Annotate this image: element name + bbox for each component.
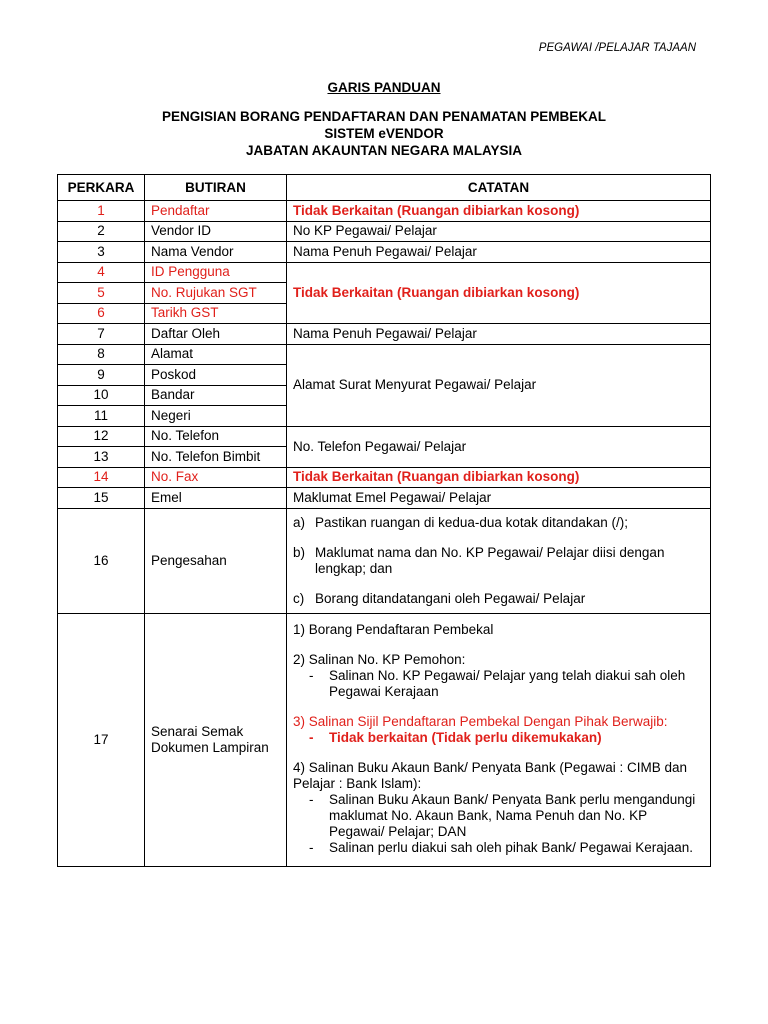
row-number: 11 [58,406,145,427]
row-catatan: Tidak Berkaitan (Ruangan dibiarkan kosong) [287,262,711,324]
table-header-row [58,175,711,201]
checklist-item-1: 1) Borang Pendaftaran Pembekal [293,621,494,637]
row-butiran: No. Rujukan SGT [145,283,287,304]
row-butiran: Poskod [145,365,287,386]
list-item [293,515,704,531]
sub-item-text: Salinan Buku Akaun Bank/ Penyata Bank perlu mengandungi maklumat No. Akaun Bank, Nama Penuh dan No. KP Pegawai/ Pelajar; DAN [329,791,696,839]
row-catatan-senarai-semak [287,613,711,866]
item-text: Pastikan ruangan di kedua-dua kotak ditandakan (/); [315,514,628,530]
row-butiran: Bandar [145,385,287,406]
item-label: c) [293,590,305,606]
row-number: 9 [58,365,145,386]
header-catatan: CATATAN [287,175,711,201]
table-row-16 [58,508,711,613]
table-row [58,467,711,488]
item-text: Maklumat nama dan No. KP Pegawai/ Pelajar diisi dengan lengkap; dan [315,544,665,576]
row-number: 12 [58,426,145,447]
subtitle-line-1: PENGISIAN BORANG PENDAFTARAN DAN PENAMATAN PEMBEKAL [161,109,606,124]
list-item [293,840,704,856]
table-row-17 [58,613,711,866]
subtitle-line-2: SISTEM eVENDOR [324,126,444,141]
row-butiran: Pengesahan [145,508,287,613]
row-number: 8 [58,344,145,365]
header-butiran: BUTIRAN [145,175,287,201]
row-catatan: Nama Penuh Pegawai/ Pelajar [287,242,711,263]
table-row [58,488,711,509]
row-number: 10 [58,385,145,406]
table-row [58,221,711,242]
row-number: 15 [58,488,145,509]
table-row [58,426,711,447]
row-number: 5 [58,283,145,304]
row-catatan: No KP Pegawai/ Pelajar [287,221,711,242]
table-row [58,262,711,283]
subtitle-line-3: JABATAN AKAUNTAN NEGARA MALAYSIA [246,143,522,158]
row-number: 13 [58,447,145,468]
list-item [293,668,704,700]
table-row [58,201,711,222]
row-catatan: Tidak Berkaitan (Ruangan dibiarkan kosong) [287,201,711,222]
sub-item-text: Salinan No. KP Pegawai/ Pelajar yang telah diakui sah oleh Pegawai Kerajaan [329,667,686,699]
list-item [293,591,704,607]
dash-bullet: - [309,791,314,807]
row-butiran: Alamat [145,344,287,365]
table-row [58,242,711,263]
header-perkara: PERKARA [58,175,145,201]
row-catatan: No. Telefon Pegawai/ Pelajar [287,426,711,467]
dash-bullet: - [309,729,314,745]
guideline-table [57,174,711,867]
checklist-item-2: 2) Salinan No. KP Pemohon: [293,651,466,667]
row-number: 7 [58,324,145,345]
row-number: 6 [58,303,145,324]
item-text: Borang ditandatangani oleh Pegawai/ Pelajar [315,590,586,606]
row-butiran: No. Fax [145,467,287,488]
row-number: 4 [58,262,145,283]
row-catatan: Alamat Surat Menyurat Pegawai/ Pelajar [287,344,711,426]
row-catatan: Tidak Berkaitan (Ruangan dibiarkan kosong) [287,467,711,488]
document-title: GARIS PANDUAN [327,80,441,95]
row-number: 14 [58,467,145,488]
row-butiran: Negeri [145,406,287,427]
row-butiran: Pendaftar [145,201,287,222]
table-row [58,344,711,365]
row-butiran: No. Telefon [145,426,287,447]
row-number: 2 [58,221,145,242]
row-butiran: Vendor ID [145,221,287,242]
row-butiran: No. Telefon Bimbit [145,447,287,468]
row-catatan: Nama Penuh Pegawai/ Pelajar [287,324,711,345]
row-butiran: Tarikh GST [145,303,287,324]
sub-item-text: Salinan perlu diakui sah oleh pihak Bank/ Pegawai Kerajaan. [329,839,693,855]
list-item [293,730,704,746]
row-butiran: Daftar Oleh [145,324,287,345]
row-catatan-pengesahan [287,508,711,613]
document-category-header: PEGAWAI /PELAJAR TAJAAN [538,42,696,54]
row-number: 17 [58,613,145,866]
checklist-item-3: 3) Salinan Sijil Pendaftaran Pembekal Dengan Pihak Berwajib: [293,713,668,729]
sub-item-text: Tidak berkaitan (Tidak perlu dikemukakan) [329,729,602,745]
row-number: 3 [58,242,145,263]
row-butiran: ID Pengguna [145,262,287,283]
dash-bullet: - [309,839,314,855]
list-item [293,545,704,577]
table-row [58,324,711,345]
item-label: b) [293,544,306,560]
item-label: a) [293,514,306,530]
dash-bullet: - [309,667,314,683]
row-number: 16 [58,508,145,613]
row-catatan: Maklumat Emel Pegawai/ Pelajar [287,488,711,509]
checklist-item-4: 4) Salinan Buku Akaun Bank/ Penyata Bank (Pegawai : CIMB dan Pelajar : Bank Islam): [293,759,687,791]
list-item [293,792,704,840]
row-number: 1 [58,201,145,222]
row-butiran: Emel [145,488,287,509]
row-butiran: Senarai Semak Dokumen Lampiran [145,613,287,866]
row-butiran: Nama Vendor [145,242,287,263]
